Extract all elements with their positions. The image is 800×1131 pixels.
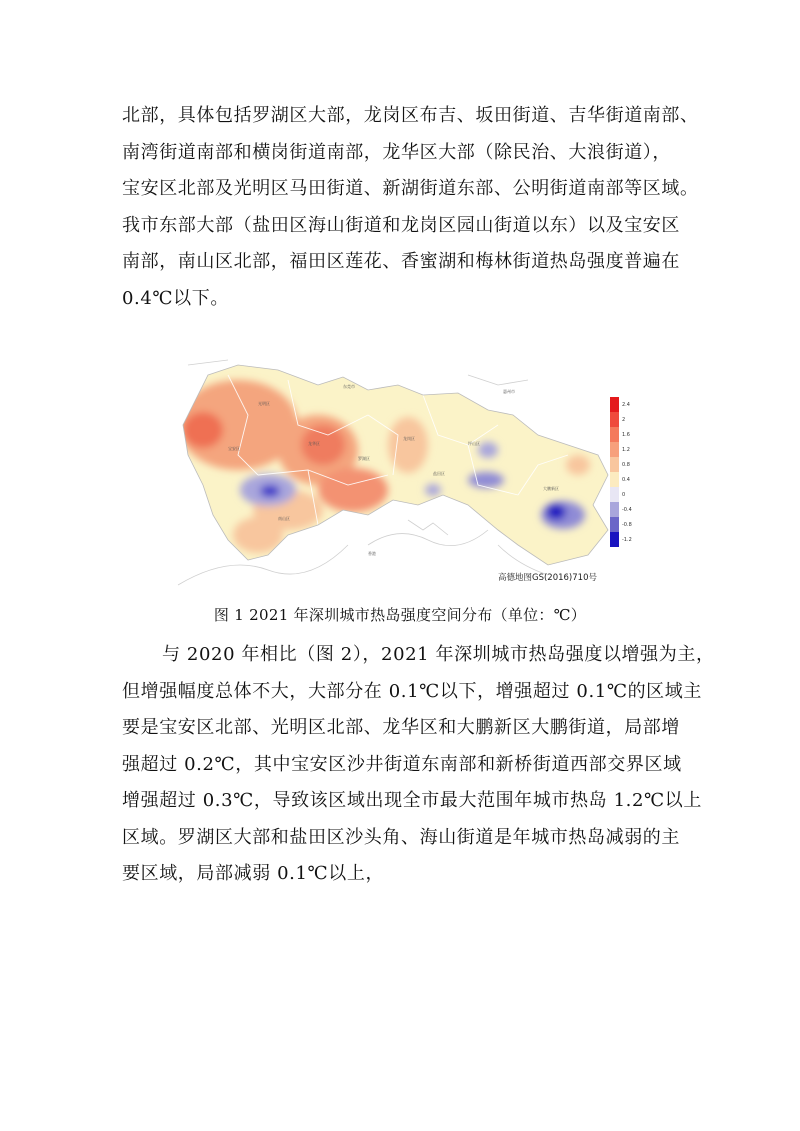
colorbar-swatch xyxy=(610,412,619,427)
paragraph-line: 北部，具体包括罗湖区大部，龙岗区布吉、坂田街道、吉华街道南部、 xyxy=(122,105,699,126)
paragraph-line: 增强超过 0.3℃，导致该区域出现全市最大范围年城市热岛 1.2℃以上 xyxy=(122,790,702,811)
colorbar-swatch xyxy=(610,457,619,472)
colorbar-swatch xyxy=(610,532,619,547)
map-credit: 高德地图GS(2016)710号 xyxy=(498,573,597,583)
heat-island-map xyxy=(168,355,638,590)
map-label: 坪山区 xyxy=(468,441,480,446)
colorbar-swatch xyxy=(610,487,619,502)
colorbar-tick-label: 2 xyxy=(622,417,626,423)
map-label: 南山区 xyxy=(278,516,290,521)
paragraph-line: 区域。罗湖区大部和盐田区沙头角、海山街道是年城市热岛减弱的主 xyxy=(122,826,680,848)
colorbar-swatch xyxy=(610,502,619,517)
map-label: 惠州市 xyxy=(503,389,515,394)
paragraph-line: 我市东部大部（盐田区海山街道和龙岗区园山街道以东）以及宝安区 xyxy=(122,214,680,236)
paragraph-line: 要是宝安区北部、光明区北部、龙华区和大鹏新区大鹏街道，局部增 xyxy=(122,717,680,738)
colorbar-tick-label: -0.4 xyxy=(622,507,632,513)
paragraph-line: 宝安区北部及光明区马田街道、新湖街道东部、公明街道南部等区域。 xyxy=(122,178,699,199)
map-label: 龙华区 xyxy=(308,441,320,446)
map-label: 龙岗区 xyxy=(403,436,415,441)
colorbar-tick-label: -0.8 xyxy=(622,522,632,528)
colorbar-tick-label: 0.4 xyxy=(622,477,630,483)
paragraph-1 xyxy=(122,98,699,317)
paragraph-2 xyxy=(122,637,715,893)
map-label: 罗湖区 xyxy=(358,456,370,461)
map-label: 东莞市 xyxy=(343,384,355,389)
colorbar-swatch xyxy=(610,517,619,532)
paragraph-line: 南部，南山区北部，福田区莲花、香蜜湖和梅林街道热岛强度普遍在 xyxy=(122,251,680,272)
map-label: 盐田区 xyxy=(433,471,445,476)
map-label: 大鹏新区 xyxy=(543,486,559,491)
paragraph-line: 0.4℃以下。 xyxy=(122,287,229,309)
colorbar-legend xyxy=(610,397,632,547)
map-label: 光明区 xyxy=(258,401,270,406)
paragraph-line: 强超过 0.2℃，其中宝安区沙井街道东南部和新桥街道西部交界区域 xyxy=(122,753,682,775)
colorbar-swatch xyxy=(610,427,619,442)
colorbar-tick-label: 1.2 xyxy=(622,447,630,453)
figure-caption: 图 1 2021 年深圳城市热岛强度空间分布（单位：℃） xyxy=(213,606,587,624)
heat-island-map-figure xyxy=(168,355,638,590)
colorbar-swatch xyxy=(610,442,619,457)
colorbar-swatch xyxy=(610,397,619,412)
paragraph-line: 与 2020 年相比（图 2），2021 年深圳城市热岛强度以增强为主， xyxy=(162,644,715,665)
heat-intensity-field xyxy=(168,355,638,590)
colorbar-tick-label: -1.2 xyxy=(622,537,632,543)
colorbar-tick-label: 2.4 xyxy=(622,402,630,408)
map-label: 宝安区 xyxy=(228,446,240,451)
paragraph-line: 南湾街道南部和横岗街道南部，龙华区大部（除民治、大浪街道）， xyxy=(122,141,671,163)
colorbar-tick-label: 1.6 xyxy=(622,432,630,438)
paragraph-line: 要区域，局部减弱 0.1℃以上， xyxy=(122,863,385,884)
map-label: 香港 xyxy=(368,551,376,556)
colorbar-swatch xyxy=(610,472,619,487)
colorbar-tick-label: 0 xyxy=(622,492,626,498)
colorbar-tick-label: 0.8 xyxy=(622,462,630,468)
paragraph-line: 但增强幅度总体不大，大部分在 0.1℃以下，增强超过 0.1℃的区域主 xyxy=(122,680,702,702)
